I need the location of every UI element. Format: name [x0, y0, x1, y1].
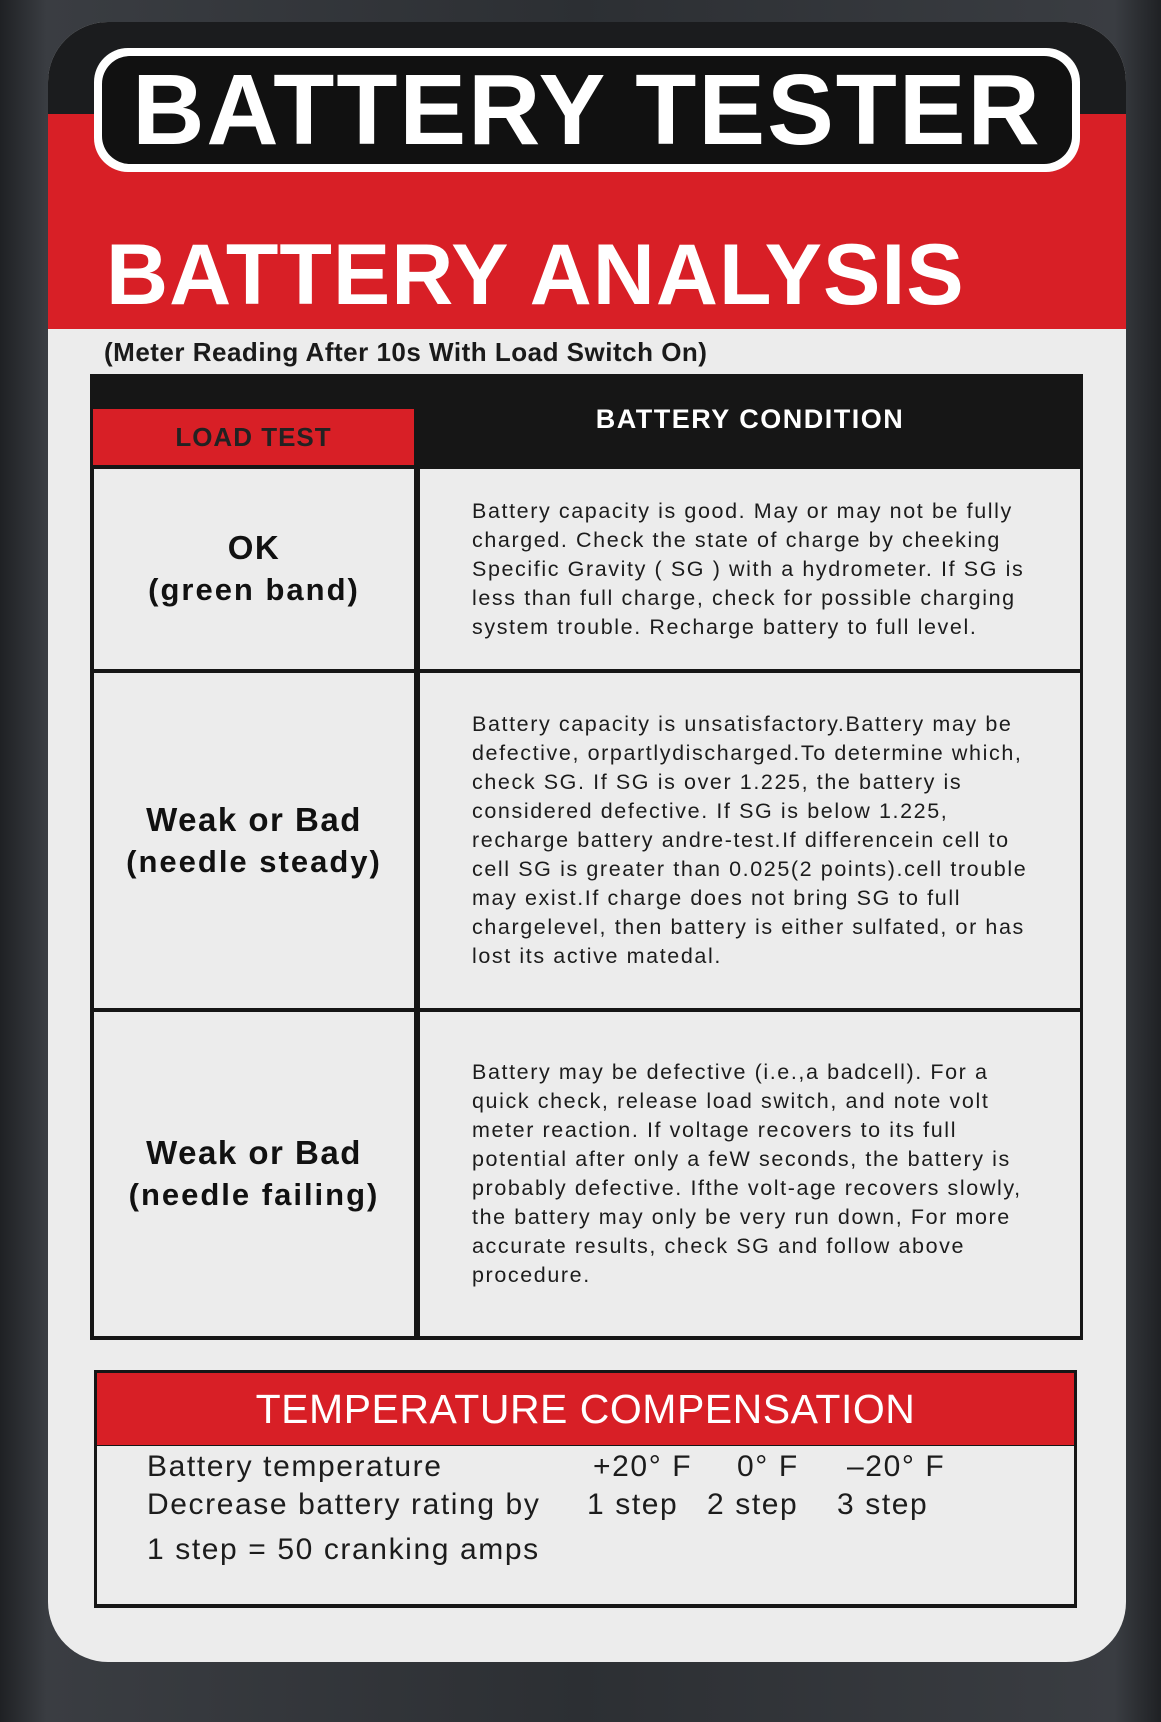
instruction-label-card — [48, 22, 1126, 1662]
row-3-result: Weak or Bad — [146, 1134, 362, 1171]
temperature-compensation-box — [94, 1370, 1077, 1608]
row-3-condition-text: Battery may be defective (i.e.,a badcell). For a quick check, release load switch, and note volt meter reaction. If voltage recovers to its full potential after only a feW seconds, the battery is probably defective. Ifthe volt-age recovers slowly, the battery may only be very run down, For more accurate results, check SG and follow above procedure. — [472, 1060, 1022, 1287]
analysis-table — [90, 374, 1083, 1340]
step-1: 1 step — [587, 1488, 679, 1521]
decrease-rating-label: Decrease battery rating by — [147, 1488, 541, 1521]
temp-plus20: +20° F — [593, 1450, 693, 1483]
temp-0: 0° F — [737, 1450, 799, 1483]
table-row-2-condition — [420, 673, 1080, 1008]
header-load-test: LOAD TEST — [93, 409, 414, 465]
temp-minus20: –20° F — [847, 1450, 946, 1483]
analysis-title: BATTERY ANALYSIS — [106, 227, 965, 323]
row-1-note: (green band) — [148, 572, 360, 607]
table-row-1-condition — [420, 469, 1080, 669]
table-row-3-result — [94, 1012, 414, 1336]
table-row-3-condition — [420, 1012, 1080, 1336]
table-row-1-result — [94, 469, 414, 669]
row-3-note: (needle failing) — [128, 1177, 380, 1212]
page-title: BATTERY TESTER — [132, 54, 1042, 166]
header-battery-condition: BATTERY CONDITION — [420, 374, 1080, 464]
row-2-condition-text: Battery capacity is unsatisfactory.Battery may be defective, orpartlydischarged.To determine which, check SG. If SG is over 1.225, the battery is considered defective. If SG is below 1.225, recharge battery andre-test.If differencein cell to cell SG is greater than 0.025(2 points).cell trouble may exist.If charge does not bring SG to full chargelevel, then battery is either sulfated, or has lost its active matedal. — [472, 712, 1028, 968]
step-2: 2 step — [707, 1488, 799, 1521]
step-footnote: 1 step = 50 cranking amps — [147, 1533, 540, 1566]
row-1-condition-text: Battery capacity is good. May or may not be fully charged. Check the state of charge by cheeking Specific Gravity ( SG ) with a hydrometer. If SG is less than full charge, check for possible charging system trouble. Recharge battery to full level. — [472, 498, 1025, 639]
table-row-2-result — [94, 673, 414, 1008]
analysis-subtitle: (Meter Reading After 10s With Load Switch On) — [104, 337, 708, 367]
row-2-result: Weak or Bad — [146, 800, 362, 838]
battery-temperature-label: Battery temperature — [147, 1450, 443, 1483]
title-plate — [94, 48, 1080, 172]
row-2-note: (needle steady) — [126, 843, 382, 879]
row-1-result: OK — [227, 529, 281, 566]
step-3: 3 step — [837, 1488, 929, 1521]
temperature-title: TEMPERATURE COMPENSATION — [97, 1373, 1074, 1445]
